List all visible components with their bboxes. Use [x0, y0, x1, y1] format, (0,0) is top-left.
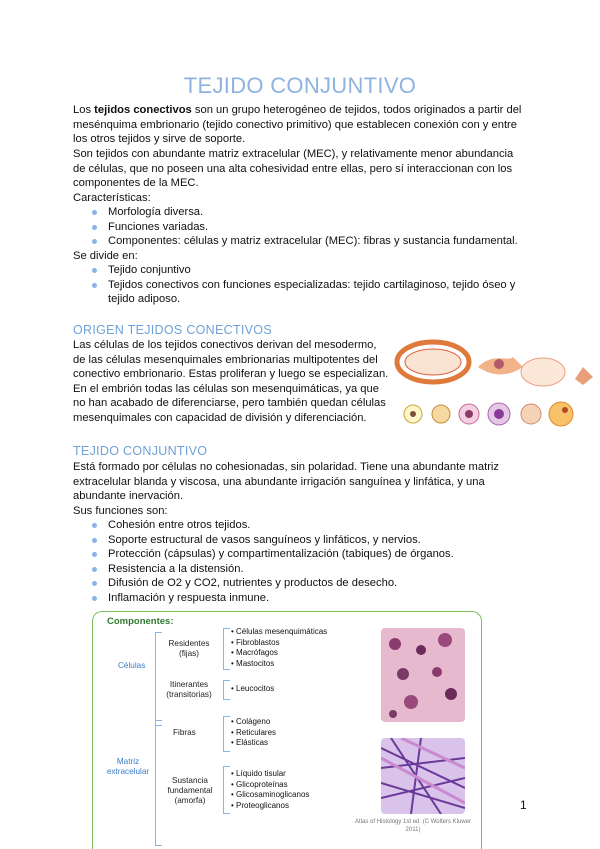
- fibers-micrograph: [381, 738, 465, 814]
- funciones-label: Sus funciones son:: [73, 505, 168, 517]
- list-item: • Colágeno: [231, 717, 276, 728]
- list-item: Funciones variadas.: [90, 220, 525, 235]
- fibras-label: Fibras: [173, 728, 196, 737]
- list-item: Morfología diversa.: [90, 205, 525, 220]
- list-item: Componentes: células y matriz extracelular (MEC): fibras y sustancia fundamental.: [90, 234, 525, 249]
- itinerantes-label: Itinerantes (transitorias): [166, 680, 212, 699]
- sustancia-label: Sustancia fundamental (amorfa): [167, 776, 213, 805]
- list-item: • Fibroblastos: [231, 638, 327, 649]
- list-item: Resistencia a la distensión.: [90, 562, 525, 577]
- funciones-list: [90, 518, 525, 606]
- conjuntivo-paragraph: Está formado por células no cohesionadas, sin polaridad. Tiene una abundante matriz extracelular blanda y viscosa, una abundante irrigación sanguínea y linfática, y una abundante inervación.: [73, 461, 500, 503]
- caracteristicas-list: [90, 205, 525, 249]
- sustancia-brace: [223, 766, 230, 814]
- list-item: Tejido conjuntivo: [90, 263, 525, 278]
- residentes-label: Residentes (fijas): [168, 639, 210, 658]
- list-item: • Glicoproteínas: [231, 780, 309, 791]
- sustancia-list: [231, 769, 309, 811]
- matriz-label: Matriz extracelular: [106, 757, 150, 776]
- residentes-list: [231, 627, 327, 669]
- caracteristicas-label: Características:: [73, 192, 151, 204]
- celulas-brace: [155, 632, 162, 726]
- list-item: • Proteoglicanos: [231, 801, 309, 812]
- origen-heading: ORIGEN TEJIDOS CONECTIVOS: [73, 323, 272, 337]
- celulas-label: Células: [118, 661, 146, 670]
- itinerantes-brace: [223, 680, 230, 700]
- intro-paragraph-1: Los tejidos conectivos son un grupo heterogéneo de tejidos, todos originados a partir del mesénquima embrionario (tejido conectivo primitivo) que establecen conexión con y entre los otros tejidos y sirve de soporte.: [73, 104, 522, 146]
- list-item: • Reticulares: [231, 728, 276, 739]
- fibras-list: [231, 717, 276, 749]
- componentes-title: Componentes:: [107, 616, 174, 627]
- mesenchyme-differentiation-diagram: [393, 322, 600, 442]
- list-item: • Macrófagos: [231, 648, 327, 659]
- itinerantes-list: [231, 684, 274, 695]
- fibras-brace: [223, 716, 230, 752]
- page-number: 1: [520, 798, 527, 812]
- list-item: • Líquido tisular: [231, 769, 309, 780]
- list-item: • Glicosaminoglicanos: [231, 790, 309, 801]
- list-item: • Células mesenquimáticas: [231, 627, 327, 638]
- list-item: Inflamación y respuesta inmune.: [90, 591, 525, 606]
- divide-label: Se divide en:: [73, 250, 138, 262]
- matriz-brace: [155, 720, 162, 846]
- list-item: Protección (cápsulas) y compartimentalización (tabiques) de órganos.: [90, 547, 525, 562]
- page-title: TEJIDO CONJUNTIVO: [183, 73, 417, 98]
- cells-micrograph: [381, 628, 465, 722]
- residentes-brace: [223, 628, 230, 670]
- atlas-caption: Atlas of Histology 1st ed. (C Wolters Kluwer 2011): [355, 819, 471, 833]
- list-item: • Mastocitos: [231, 659, 327, 670]
- intro-paragraph-2: Son tejidos con abundante matriz extracelular (MEC), y relativamente menor abundancia de células, que no poseen una alta cohesividad entre ellas, pero sí interaccionan con los componentes de la MEC.: [73, 148, 514, 190]
- divisiones-list: [90, 263, 525, 307]
- conjuntivo-heading: TEJIDO CONJUNTIVO: [73, 444, 208, 458]
- origen-paragraph: Las células de los tejidos conectivos derivan del mesodermo, de las células mesenquimales embrionarias multipotentes del conectivo embrionario. Estas proliferan y luego se especializan. En el embrión todas las células son mesenquimáticas, ya que no han acabado de diferenciarse, pero también quedan células mesenquimales con capacidad de división y diferenciación.: [73, 339, 389, 424]
- list-item: Difusión de O2 y CO2, nutrientes y productos de desecho.: [90, 576, 525, 591]
- list-item: Cohesión entre otros tejidos.: [90, 518, 525, 533]
- componentes-figure: [92, 611, 482, 849]
- list-item: Soporte estructural de vasos sanguíneos y linfáticos, y nervios.: [90, 533, 525, 548]
- list-item: • Leucocitos: [231, 684, 274, 695]
- list-item: Tejidos conectivos con funciones especializadas: tejido cartilaginoso, tejido óseo y tejido adiposo.: [90, 278, 525, 307]
- list-item: • Elásticas: [231, 738, 276, 749]
